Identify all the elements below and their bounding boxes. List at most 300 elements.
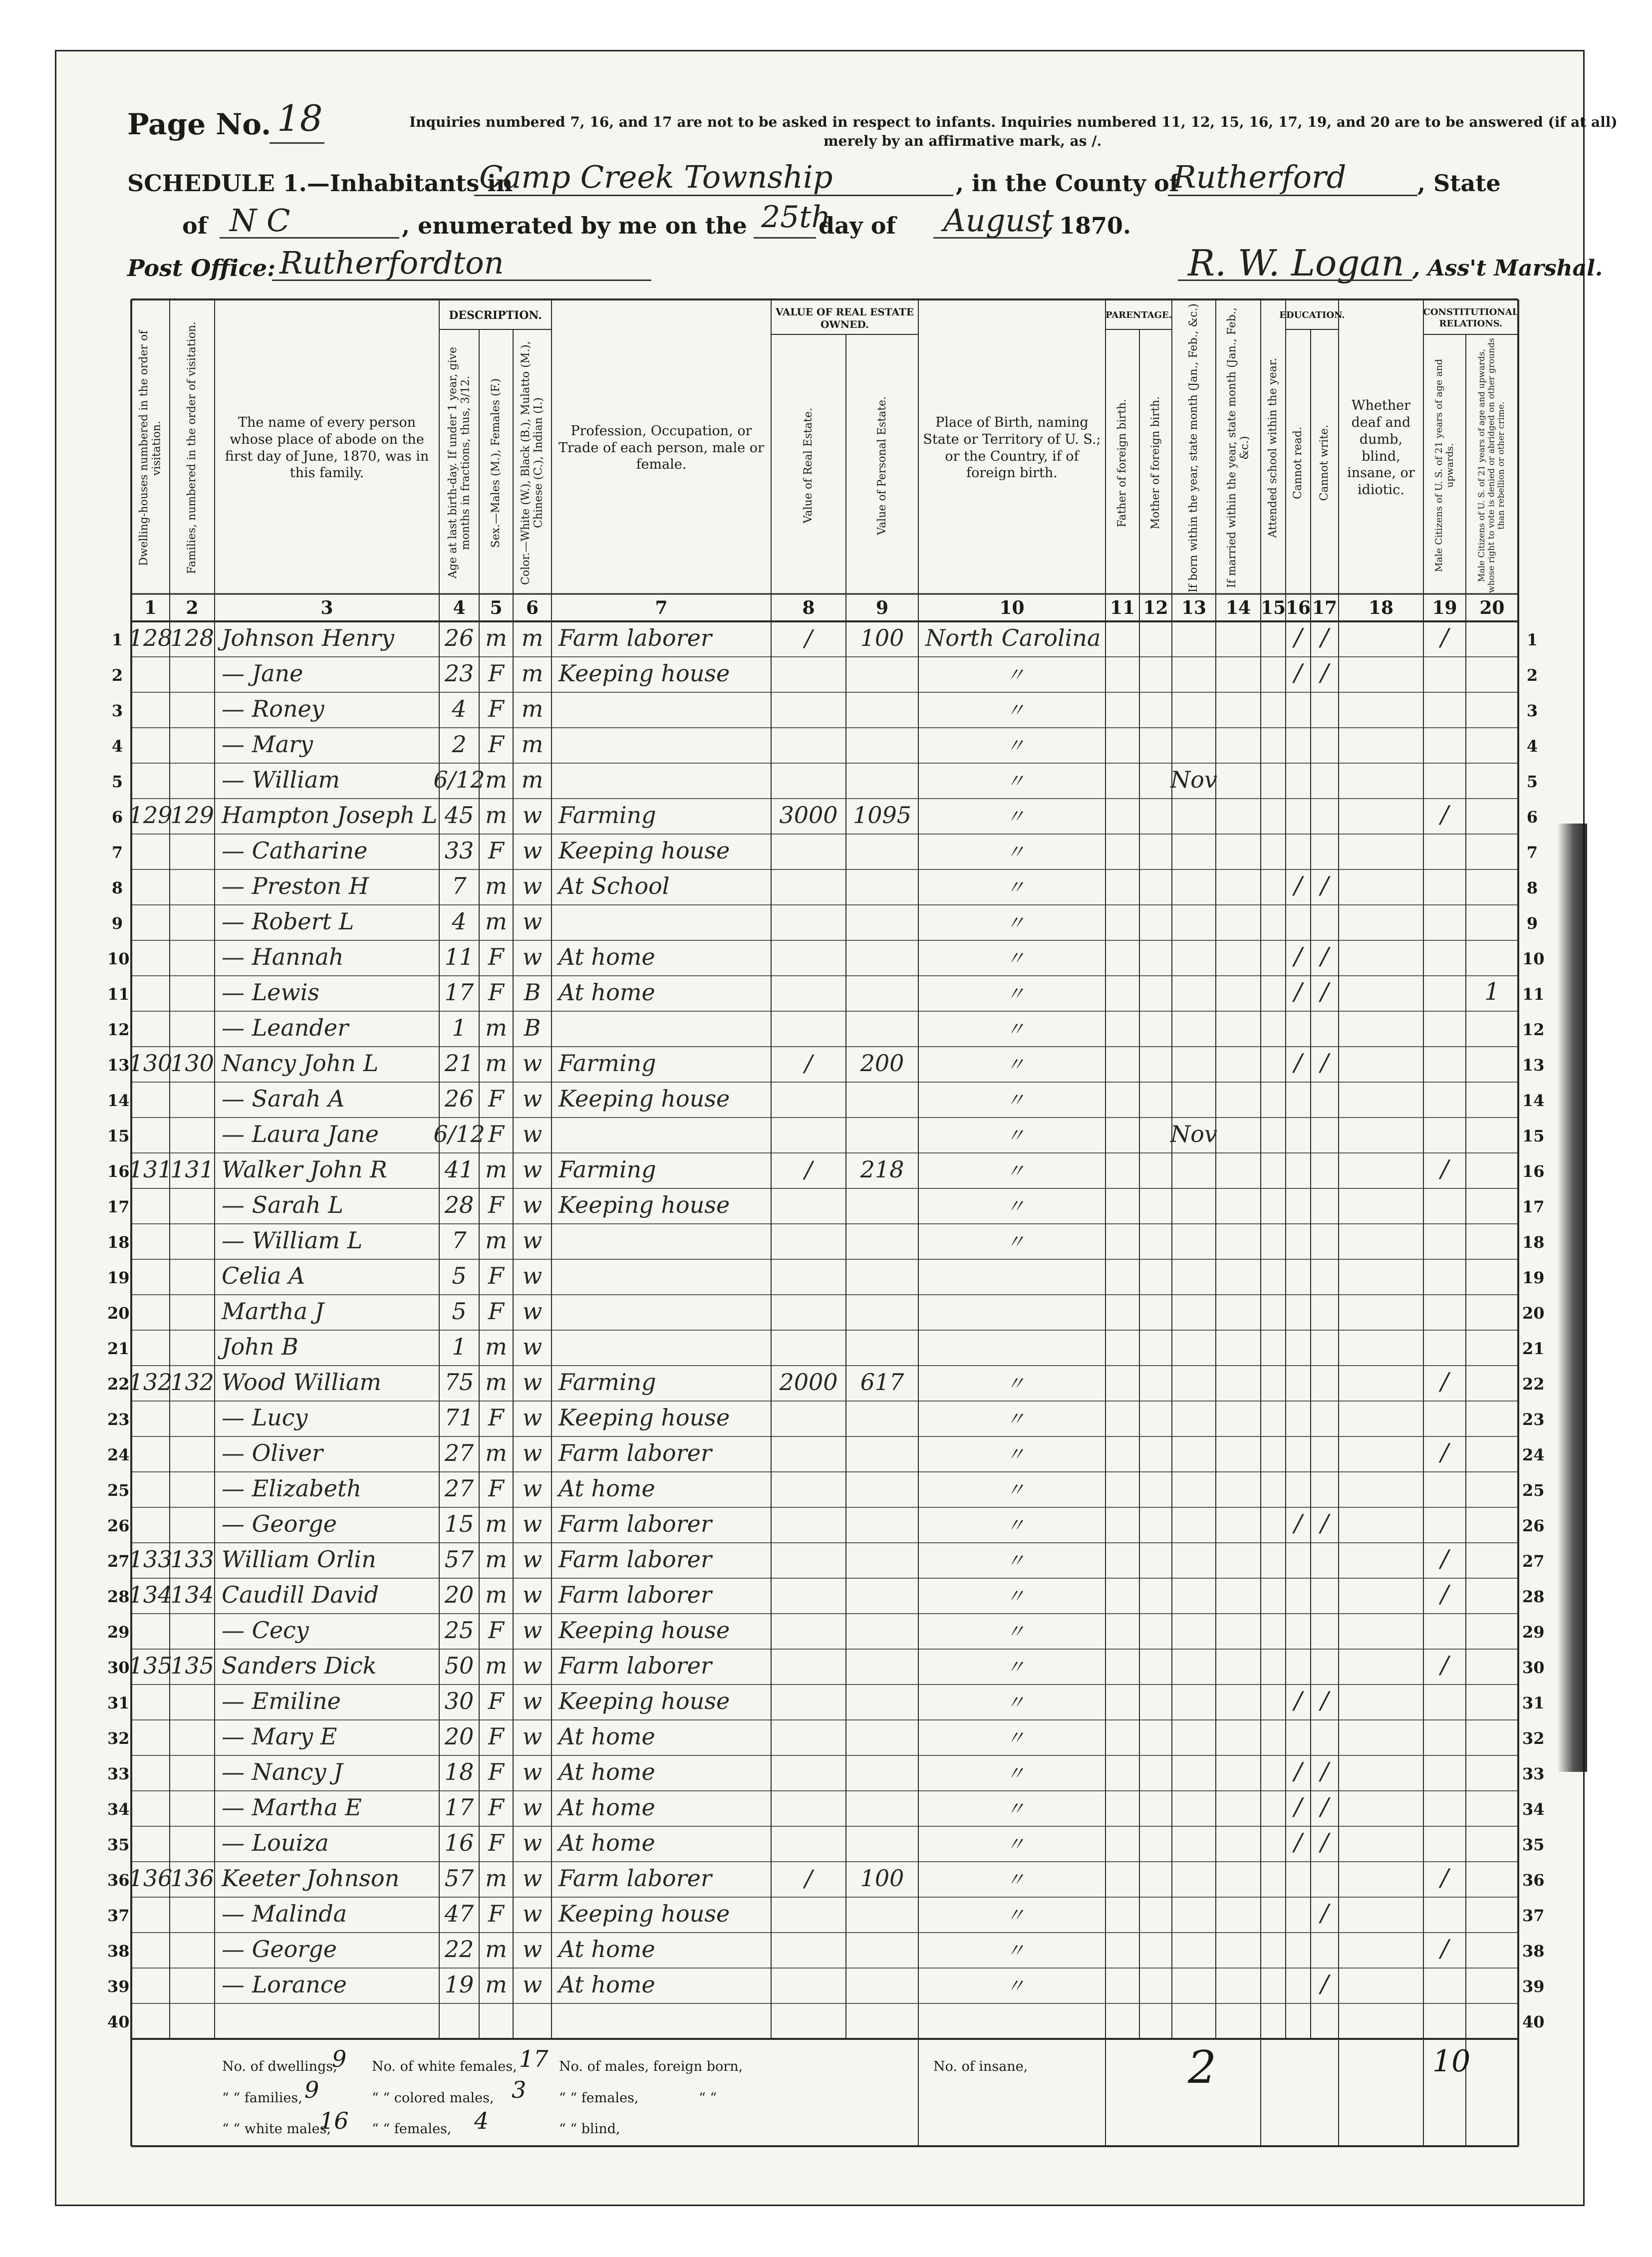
cell-color: w xyxy=(522,1333,543,1360)
footer-families-label: “ “ families, xyxy=(222,2090,302,2106)
cell-c2: 136 xyxy=(170,1865,214,1892)
cell-occ: Keeping house xyxy=(558,1900,730,1927)
cell-sex: F xyxy=(488,1829,504,1856)
row-number-left: 31 xyxy=(107,1693,130,1712)
cell-c1: 131 xyxy=(128,1156,173,1183)
cell-name: Martha J xyxy=(222,1298,324,1325)
col-header-3: The name of every person whose place of abode on the first day of June, 1870, was in this family. xyxy=(225,415,429,481)
cell-occ: Farming xyxy=(558,1050,656,1077)
row-number-left: 3 xyxy=(111,701,123,720)
row-number-right: 27 xyxy=(1522,1552,1545,1571)
row-number-left: 30 xyxy=(107,1658,130,1677)
cell-birth: 〃 xyxy=(1006,806,1025,828)
cell-occ: At home xyxy=(558,1829,655,1856)
cell-c17: / xyxy=(1320,1049,1329,1077)
row-number-left: 34 xyxy=(107,1800,130,1819)
cell-name: Johnson Henry xyxy=(222,624,394,651)
cell-age: 47 xyxy=(444,1900,474,1927)
row-number-right: 17 xyxy=(1522,1197,1545,1216)
cell-c2: 130 xyxy=(170,1050,214,1077)
cell-age: 28 xyxy=(444,1191,474,1218)
cell-color: w xyxy=(522,943,543,970)
cell-sex: m xyxy=(485,1369,507,1396)
cell-color: w xyxy=(522,1475,543,1502)
cell-color: B xyxy=(524,979,541,1006)
column-number: 18 xyxy=(1368,597,1394,618)
cell-color: w xyxy=(522,1510,543,1537)
education-group: EDUCATION. xyxy=(1279,310,1345,321)
cell-color: w xyxy=(522,1794,543,1821)
cell-name: — Lewis xyxy=(222,979,320,1006)
township-value: Camp Creek Township xyxy=(479,159,833,195)
cell-birth: 〃 xyxy=(1006,1762,1025,1784)
cell-sex: m xyxy=(485,624,507,651)
cell-occ: Keeping house xyxy=(558,1404,730,1431)
row-number-right: 3 xyxy=(1526,701,1538,720)
column-number: 3 xyxy=(320,597,333,618)
cell-age: 50 xyxy=(444,1652,474,1679)
row-number-right: 20 xyxy=(1522,1304,1545,1323)
row-number-right: 36 xyxy=(1522,1871,1545,1890)
cell-occ: At home xyxy=(558,1723,655,1750)
col-header-13: If born within the year, state month (Jan., Feb., &c.) xyxy=(1187,303,1200,593)
column-number: 10 xyxy=(999,597,1025,618)
cell-birth: 〃 xyxy=(1006,1940,1025,1962)
row-number-left: 37 xyxy=(107,1906,130,1925)
row-number-left: 27 xyxy=(107,1552,130,1571)
cell-sex: m xyxy=(485,1333,507,1360)
row-number-left: 20 xyxy=(107,1304,130,1323)
cell-birth: 〃 xyxy=(1006,1408,1025,1430)
cell-sex: F xyxy=(488,1723,504,1750)
cell-birth: 〃 xyxy=(1006,1479,1025,1501)
cell-color: B xyxy=(524,1014,541,1041)
cell-age: 20 xyxy=(444,1723,474,1750)
col-header-9: Value of Personal Estate. xyxy=(875,396,888,535)
row-number-right: 11 xyxy=(1522,985,1545,1004)
footer-colored-females: 4 xyxy=(474,2107,489,2134)
row-number-right: 1 xyxy=(1526,630,1538,649)
cell-color: w xyxy=(522,1900,543,1927)
footer-females-label: “ “ females, xyxy=(559,2090,639,2106)
col-header-14: If married within the year, state month (Jan., Feb., &c.) xyxy=(1225,307,1251,588)
cell-occ: Farming xyxy=(558,1156,656,1183)
row-number-right: 6 xyxy=(1526,808,1538,827)
cell-color: w xyxy=(522,837,543,864)
county-label: , in the County of xyxy=(956,170,1179,197)
row-number-left: 11 xyxy=(107,985,130,1004)
cell-birth: 〃 xyxy=(1006,1514,1025,1536)
col-header-5: Sex.—Males (M.), Females (F.) xyxy=(490,378,503,548)
column-number: 20 xyxy=(1479,597,1505,618)
footer-dwellings-label: No. of dwellings, xyxy=(222,2059,337,2074)
cell-age: 2 xyxy=(452,731,467,758)
cell-age: 6/12 xyxy=(433,1121,485,1147)
cell-c1: 136 xyxy=(128,1865,173,1892)
row-number-left: 33 xyxy=(107,1764,130,1783)
row-number-right: 19 xyxy=(1522,1268,1545,1287)
col-header-17: Cannot write. xyxy=(1318,425,1331,501)
col-header-19: Male Citizens of U. S. of 21 years of age and upwards. xyxy=(1433,359,1455,572)
cell-sex: F xyxy=(488,1404,504,1431)
cell-age: 6/12 xyxy=(433,766,485,793)
cell-birth: 〃 xyxy=(1006,1621,1025,1643)
cell-c16: / xyxy=(1294,1793,1303,1821)
cell-birth: 〃 xyxy=(1006,1089,1025,1111)
column-number: 19 xyxy=(1432,597,1457,618)
cell-c1: 133 xyxy=(128,1546,173,1573)
cell-age: 22 xyxy=(444,1936,474,1963)
cell-age: 75 xyxy=(444,1369,474,1396)
footer-males-foreign-label: No. of males, foreign born, xyxy=(559,2059,743,2074)
cell-color: w xyxy=(522,1546,543,1573)
row-number-right: 4 xyxy=(1526,737,1538,756)
cell-c16: / xyxy=(1294,942,1303,970)
column-number: 6 xyxy=(526,597,539,618)
month-value: August xyxy=(943,202,1054,239)
cell-occ: Farm laborer xyxy=(558,624,712,651)
row-number-left: 10 xyxy=(107,949,130,968)
row-number-right: 5 xyxy=(1526,772,1538,791)
cell-name: — George xyxy=(222,1936,337,1963)
row-number-right: 18 xyxy=(1522,1233,1545,1252)
cell-c13: Nov xyxy=(1170,766,1217,793)
cell-c20: 1 xyxy=(1484,978,1500,1006)
cell-birth: 〃 xyxy=(1006,1975,1025,1997)
cell-name: Nancy John L xyxy=(222,1050,379,1077)
cell-c2: 134 xyxy=(170,1581,214,1608)
cell-occ: At School xyxy=(558,872,670,899)
cell-c2: 133 xyxy=(170,1546,214,1573)
cell-sex: F xyxy=(488,1900,504,1927)
cell-c16: / xyxy=(1294,1049,1303,1077)
cell-name: William Orlin xyxy=(222,1546,376,1573)
cell-pe: 218 xyxy=(860,1156,904,1183)
row-number-right: 39 xyxy=(1522,1977,1545,1996)
cell-sex: F xyxy=(488,660,504,687)
cell-c19: / xyxy=(1440,1580,1449,1608)
cell-age: 41 xyxy=(444,1156,474,1183)
column-number: 13 xyxy=(1181,597,1207,618)
cell-c1: 132 xyxy=(128,1369,173,1396)
column-number: 5 xyxy=(490,597,503,618)
cell-birth: 〃 xyxy=(1006,1550,1025,1572)
cell-c1: 134 xyxy=(128,1581,173,1608)
row-number-right: 7 xyxy=(1526,843,1538,862)
page-label: Page No. xyxy=(127,107,272,141)
cell-c2: 132 xyxy=(170,1369,214,1396)
cell-sex: F xyxy=(488,1191,504,1218)
cell-sex: m xyxy=(485,1510,507,1537)
cell-c17: / xyxy=(1320,1899,1329,1927)
column-number: 11 xyxy=(1109,597,1135,618)
row-number-left: 14 xyxy=(107,1091,130,1110)
cell-birth: 〃 xyxy=(1006,983,1025,1005)
cell-name: — Sarah A xyxy=(222,1085,345,1112)
cell-sex: F xyxy=(488,1688,504,1714)
cell-pe: 100 xyxy=(860,1865,904,1892)
cell-c17: / xyxy=(1320,1828,1329,1856)
cell-occ: Farm laborer xyxy=(558,1652,712,1679)
cell-age: 7 xyxy=(452,1227,467,1254)
col-header-18: Whether deaf and dumb, blind, insane, or idiotic. xyxy=(1347,398,1415,498)
cell-c19: / xyxy=(1440,1368,1449,1396)
cell-re: 3000 xyxy=(779,802,838,829)
row-number-left: 6 xyxy=(111,808,123,827)
row-number-left: 17 xyxy=(107,1197,130,1216)
cell-age: 15 xyxy=(444,1510,474,1537)
cell-c17: / xyxy=(1320,978,1329,1006)
cell-c17: / xyxy=(1320,659,1329,687)
cell-sex: F xyxy=(488,1475,504,1502)
cell-occ: Keeping house xyxy=(558,660,730,687)
row-number-left: 26 xyxy=(107,1516,130,1535)
cell-birth: North Carolina xyxy=(925,624,1101,651)
cell-age: 33 xyxy=(444,837,474,864)
row-number-left: 13 xyxy=(107,1056,130,1075)
cell-c17: / xyxy=(1320,942,1329,970)
row-number-left: 25 xyxy=(107,1481,130,1500)
cell-occ: Keeping house xyxy=(558,1191,730,1218)
row-number-right: 25 xyxy=(1522,1481,1545,1500)
cell-age: 23 xyxy=(444,660,474,687)
cell-color: w xyxy=(522,1865,543,1892)
cell-sex: m xyxy=(485,766,507,793)
row-number-right: 31 xyxy=(1522,1693,1545,1712)
row-number-right: 9 xyxy=(1526,914,1538,933)
page-number: 18 xyxy=(277,97,323,139)
cell-color: m xyxy=(521,660,544,687)
row-number-left: 16 xyxy=(107,1162,130,1181)
row-number-right: 38 xyxy=(1522,1942,1545,1961)
row-number-left: 21 xyxy=(107,1339,130,1358)
year-label: , 1870. xyxy=(1043,212,1131,239)
cell-color: w xyxy=(522,1262,543,1289)
cell-c16: / xyxy=(1294,1509,1303,1537)
cell-birth: 〃 xyxy=(1006,1656,1025,1678)
cell-color: w xyxy=(522,1581,543,1608)
col-header-11: Father of foreign birth. xyxy=(1116,398,1129,528)
cell-c17: / xyxy=(1320,1757,1329,1785)
cell-name: — William L xyxy=(222,1227,363,1254)
cell-occ: At home xyxy=(558,1794,655,1821)
footer-families: 9 xyxy=(304,2076,319,2103)
cell-birth: 〃 xyxy=(1006,947,1025,969)
marshal-name: R. W. Logan xyxy=(1188,242,1404,284)
footer-white-males: 16 xyxy=(319,2107,349,2134)
cell-name: — Roney xyxy=(222,695,324,722)
cell-color: w xyxy=(522,1404,543,1431)
row-number-left: 7 xyxy=(111,843,123,862)
cell-name: Celia A xyxy=(222,1262,305,1289)
row-number-right: 16 xyxy=(1522,1162,1545,1181)
cell-color: w xyxy=(522,1617,543,1644)
cell-occ: At home xyxy=(558,1475,655,1502)
cell-occ: Keeping house xyxy=(558,837,730,864)
cell-sex: F xyxy=(488,1085,504,1112)
cell-color: w xyxy=(522,1652,543,1679)
cell-sex: m xyxy=(485,1546,507,1573)
cell-occ: At home xyxy=(558,1971,655,1998)
cell-birth: 〃 xyxy=(1006,1692,1025,1713)
cell-color: w xyxy=(522,1156,543,1183)
cell-age: 21 xyxy=(444,1050,474,1077)
cell-c2: 129 xyxy=(170,802,214,829)
cell-name: — Elizabeth xyxy=(222,1475,362,1502)
row-number-left: 28 xyxy=(107,1587,130,1606)
cell-age: 16 xyxy=(444,1829,474,1856)
cell-occ: Farm laborer xyxy=(558,1865,712,1892)
cell-name: Sanders Dick xyxy=(222,1652,377,1679)
cell-color: w xyxy=(522,1829,543,1856)
post-office-value: Rutherfordton xyxy=(279,245,504,281)
cell-pe: 617 xyxy=(860,1369,904,1396)
cell-pe: 100 xyxy=(860,624,904,651)
footer-blind-label: “ “ blind, xyxy=(559,2121,620,2137)
cell-age: 1 xyxy=(452,1014,467,1041)
cell-c19: / xyxy=(1440,1438,1449,1466)
cell-name: — Leander xyxy=(222,1014,349,1041)
row-number-right: 14 xyxy=(1522,1091,1545,1110)
cell-occ: Farming xyxy=(558,802,656,829)
row-number-left: 38 xyxy=(107,1942,130,1961)
constitutional-group: CONSTITUTIONAL RELATIONS. xyxy=(1423,307,1519,329)
cell-name: — Sarah L xyxy=(222,1191,343,1218)
cell-sex: F xyxy=(488,979,504,1006)
cell-birth: 〃 xyxy=(1006,1160,1025,1182)
footer-white-females-label: No. of white females, xyxy=(372,2059,517,2074)
cell-sex: m xyxy=(485,1050,507,1077)
column-number: 7 xyxy=(655,597,668,618)
footer-colored-males-label: “ “ colored males, xyxy=(372,2090,494,2106)
cell-c17: / xyxy=(1320,1687,1329,1714)
cell-c1: 135 xyxy=(128,1652,173,1679)
of-label: of xyxy=(182,212,208,239)
cell-c16: / xyxy=(1294,1757,1303,1785)
cell-re: / xyxy=(805,624,813,651)
row-number-left: 8 xyxy=(111,878,123,897)
cell-occ: Farm laborer xyxy=(558,1581,712,1608)
cell-birth: 〃 xyxy=(1006,699,1025,721)
day-value: 25th xyxy=(761,200,831,235)
cell-color: w xyxy=(522,1936,543,1963)
cell-c17: / xyxy=(1320,623,1329,651)
cell-birth: 〃 xyxy=(1006,735,1025,757)
column-number: 17 xyxy=(1312,597,1338,618)
cell-color: w xyxy=(522,1971,543,1998)
cell-sex: m xyxy=(485,1936,507,1963)
column-number: 9 xyxy=(875,597,889,618)
row-number-left: 1 xyxy=(111,630,123,649)
cell-color: w xyxy=(522,1369,543,1396)
cell-sex: F xyxy=(488,1298,504,1325)
col-header-8: Value of Real Estate. xyxy=(802,407,815,524)
cell-birth: 〃 xyxy=(1006,1373,1025,1395)
post-office-label: Post Office: xyxy=(127,255,276,282)
row-number-right: 15 xyxy=(1522,1127,1545,1145)
row-number-left: 5 xyxy=(111,772,123,791)
row-number-left: 23 xyxy=(107,1410,130,1429)
col-header-1: Dwelling-houses numbered in the order of visitation. xyxy=(138,330,163,566)
cell-name: — Hannah xyxy=(222,943,344,970)
cell-color: w xyxy=(522,1227,543,1254)
inquiry-note-line2: merely by an affirmative mark, as /. xyxy=(824,133,1102,149)
row-number-right: 23 xyxy=(1522,1410,1545,1429)
row-number-right: 26 xyxy=(1522,1516,1545,1535)
row-number-right: 10 xyxy=(1522,949,1545,968)
cell-sex: m xyxy=(485,872,507,899)
cell-sex: m xyxy=(485,1014,507,1041)
cell-age: 27 xyxy=(444,1475,474,1502)
cell-name: — Nancy J xyxy=(222,1758,343,1785)
cell-c19: / xyxy=(1440,1545,1449,1573)
row-number-right: 8 xyxy=(1526,878,1538,897)
row-number-right: 40 xyxy=(1522,2012,1545,2031)
cell-birth: 〃 xyxy=(1006,1054,1025,1076)
cell-name: — Mary xyxy=(222,731,313,758)
cell-occ: Farm laborer xyxy=(558,1546,712,1573)
schedule-text: SCHEDULE 1.—Inhabitants in xyxy=(127,170,513,197)
cell-name: — Mary E xyxy=(222,1723,337,1750)
cell-age: 18 xyxy=(444,1758,474,1785)
row-number-right: 22 xyxy=(1522,1375,1545,1394)
cell-age: 11 xyxy=(444,943,474,970)
column-number: 16 xyxy=(1285,597,1311,618)
col-header-7: Profession, Occupation, or Trade of each person, male or female. xyxy=(558,423,764,473)
cell-c17: / xyxy=(1320,871,1329,899)
row-number-right: 35 xyxy=(1522,1835,1545,1854)
cell-name: John B xyxy=(222,1333,298,1360)
col-header-10: Place of Birth, naming State or Territory of U. S.; or the Country, if of foreign birth. xyxy=(923,415,1101,481)
cell-c16: / xyxy=(1294,871,1303,899)
footer-tally-citizens: 10 xyxy=(1432,2044,1471,2079)
cell-c19: / xyxy=(1440,1935,1449,1963)
footer-quote-marks: “ “ xyxy=(699,2090,717,2106)
row-number-left: 32 xyxy=(107,1729,130,1748)
cell-age: 4 xyxy=(452,908,467,935)
footer-colored-males: 3 xyxy=(512,2076,527,2103)
cell-name: — Lucy xyxy=(222,1404,308,1431)
county-value: Rutherford xyxy=(1173,159,1347,195)
cell-age: 27 xyxy=(444,1439,474,1466)
cell-name: — Laura Jane xyxy=(222,1121,379,1147)
cell-c19: / xyxy=(1440,1864,1449,1892)
cell-name: — Oliver xyxy=(222,1439,323,1466)
cell-re: / xyxy=(805,1050,813,1077)
cell-sex: F xyxy=(488,731,504,758)
cell-c16: / xyxy=(1294,978,1303,1006)
row-number-left: 35 xyxy=(107,1835,130,1854)
column-number: 8 xyxy=(802,597,815,618)
footer-insane-label: No. of insane, xyxy=(933,2059,1028,2074)
row-number-left: 2 xyxy=(111,666,123,685)
row-number-right: 34 xyxy=(1522,1800,1545,1819)
cell-re: 2000 xyxy=(779,1369,838,1396)
cell-sex: F xyxy=(488,695,504,722)
cell-name: — Lorance xyxy=(222,1971,347,1998)
row-number-left: 39 xyxy=(107,1977,130,1996)
cell-age: 30 xyxy=(444,1688,474,1714)
cell-age: 5 xyxy=(452,1298,467,1325)
cell-birth: 〃 xyxy=(1006,1231,1025,1253)
cell-c13: Nov xyxy=(1170,1121,1217,1147)
cell-birth: 〃 xyxy=(1006,1585,1025,1607)
cell-name: — Emiline xyxy=(222,1688,341,1714)
row-number-right: 13 xyxy=(1522,1056,1545,1075)
row-number-left: 4 xyxy=(111,737,123,756)
cell-c16: / xyxy=(1294,623,1303,651)
cell-pe: 1095 xyxy=(852,802,912,829)
